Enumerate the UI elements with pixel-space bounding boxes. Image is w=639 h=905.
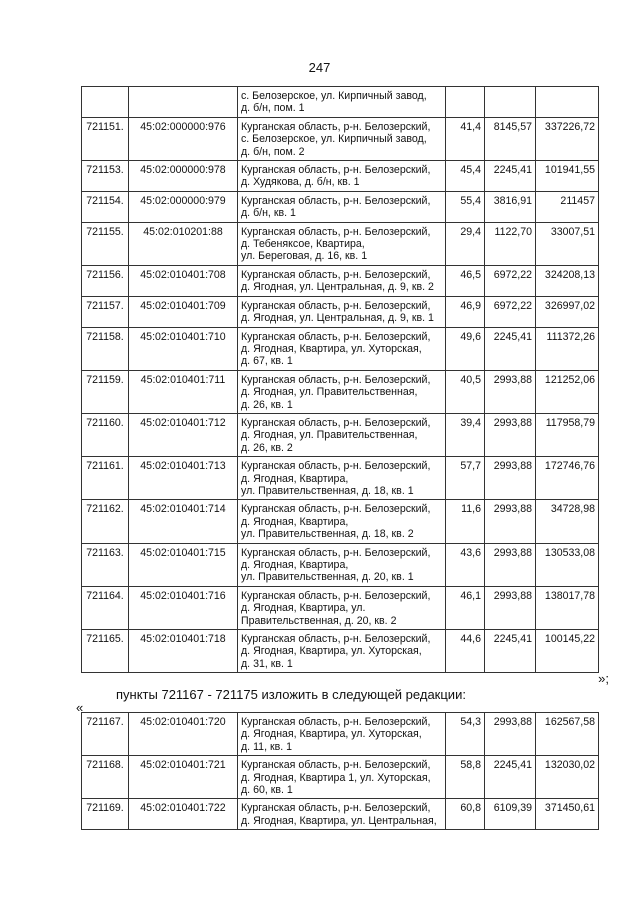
address-line: ул. Правительственная, д. 20, кв. 1 [241, 571, 414, 584]
cell-cadastral-number: 45:02:000000:978 [129, 161, 238, 192]
cell-unit-price: 2245,41 [485, 327, 536, 370]
cell-item-number: 721162. [82, 500, 129, 543]
address-line: Курганская область, р-н. Белозерский, [241, 503, 431, 516]
cell-cadastral-number: 45:02:010401:715 [129, 543, 238, 586]
cell-item-number: 721153. [82, 161, 129, 192]
address-line: Курганская область, р-н. Белозерский, [241, 759, 431, 772]
cell-address [238, 117, 446, 160]
property-table-top [81, 86, 599, 673]
cell-unit-price: 6972,22 [485, 265, 536, 296]
cell-area: 58,8 [446, 756, 485, 799]
cell-address [238, 296, 446, 327]
cell-address [238, 222, 446, 265]
address-line: Курганская область, р-н. Белозерский, [241, 373, 431, 386]
address-line: Курганская область, р-н. Белозерский, [241, 194, 431, 207]
cell-item-number: 721163. [82, 543, 129, 586]
address-line: д. б/н, пом. 1 [241, 102, 305, 115]
address-line: д. 31, кв. 1 [241, 657, 293, 670]
address-line: ул. Береговая, д. 16, кв. 1 [241, 250, 368, 263]
address-line: с. Белозерское, ул. Кирпичный завод, [241, 90, 427, 102]
cell-unit-price: 1122,70 [485, 222, 536, 265]
cell-unit-price: 2993,88 [485, 500, 536, 543]
cell-cadastral-number [129, 87, 238, 118]
table-row [82, 799, 599, 830]
address-line: Курганская область, р-н. Белозерский, [241, 460, 431, 473]
cell-unit-price: 2245,41 [485, 756, 536, 799]
cell-cadastral-number: 45:02:010401:711 [129, 370, 238, 413]
address-line: Курганская область, р-н. Белозерский, [241, 802, 431, 815]
address-line: д. 11, кв. 1 [241, 740, 292, 753]
address-line: д. Ягодная, Квартира, ул. Хуторская, [241, 728, 422, 741]
cell-unit-price: 2993,88 [485, 543, 536, 586]
cell-item-number: 721156. [82, 265, 129, 296]
cell-address [238, 799, 446, 830]
cell-area: 46,9 [446, 296, 485, 327]
cell-area [446, 87, 485, 118]
table-row [82, 265, 599, 296]
cell-unit-price: 2245,41 [485, 161, 536, 192]
cell-total-value: 121252,06 [536, 370, 599, 413]
address-line: д. Ягодная, Квартира, ул. [241, 602, 366, 615]
cell-cadastral-number: 45:02:010401:713 [129, 457, 238, 500]
cell-area: 49,6 [446, 327, 485, 370]
cell-unit-price [485, 87, 536, 118]
cell-area: 45,4 [446, 161, 485, 192]
cell-address [238, 543, 446, 586]
cell-cadastral-number: 45:02:000000:979 [129, 191, 238, 222]
cell-item-number: 721158. [82, 327, 129, 370]
address-line: д. Ягодная, Квартира 1, ул. Хуторская, [241, 771, 431, 784]
address-line: Курганская область, р-н. Белозерский, [241, 416, 431, 429]
table-row [82, 543, 599, 586]
address-line: д. б/н, кв. 1 [241, 207, 296, 220]
cell-unit-price: 3816,91 [485, 191, 536, 222]
cell-total-value [536, 87, 599, 118]
cell-total-value: 371450,61 [536, 799, 599, 830]
cell-unit-price: 2993,88 [485, 457, 536, 500]
cell-total-value: 326997,02 [536, 296, 599, 327]
address-line: Курганская область, р-н. Белозерский, [241, 546, 431, 559]
cell-unit-price: 2245,41 [485, 630, 536, 673]
cell-item-number: 721169. [82, 799, 129, 830]
address-line: Курганская область, р-н. Белозерский, [241, 120, 431, 133]
cell-cadastral-number: 45:02:010401:718 [129, 630, 238, 673]
cell-cadastral-number: 45:02:010401:714 [129, 500, 238, 543]
cell-cadastral-number: 45:02:010401:709 [129, 296, 238, 327]
table-body [82, 87, 599, 673]
cell-item-number: 721157. [82, 296, 129, 327]
opening-quote: « [76, 700, 84, 715]
cell-cadastral-number: 45:02:010401:712 [129, 413, 238, 456]
cell-address [238, 327, 446, 370]
address-line: д. Тебеняксое, Квартира, [241, 238, 365, 251]
address-line: Курганская область, р-н. Белозерский, [241, 268, 431, 281]
address-line: д. 26, кв. 1 [241, 398, 293, 411]
cell-unit-price: 2993,88 [485, 586, 536, 629]
cell-area: 43,6 [446, 543, 485, 586]
cell-cadastral-number: 45:02:010401:722 [129, 799, 238, 830]
table-row [82, 161, 599, 192]
table-row [82, 457, 599, 500]
closing-quote: »; [598, 671, 609, 686]
cell-item-number: 721154. [82, 191, 129, 222]
cell-total-value: 101941,55 [536, 161, 599, 192]
cell-address [238, 630, 446, 673]
cell-total-value: 172746,76 [536, 457, 599, 500]
cell-total-value: 162567,58 [536, 713, 599, 756]
address-line: д. Ягодная, ул. Правительственная, [241, 429, 418, 442]
cell-address [238, 265, 446, 296]
address-line: д. 60, кв. 1 [241, 784, 293, 797]
cell-area: 11,6 [446, 500, 485, 543]
address-line: д. Ягодная, Квартира, [241, 515, 349, 528]
table-row [82, 327, 599, 370]
cell-unit-price: 6972,22 [485, 296, 536, 327]
address-line: Курганская область, р-н. Белозерский, [241, 225, 431, 238]
cell-area: 44,6 [446, 630, 485, 673]
address-line: Курганская область, р-н. Белозерский, [241, 164, 431, 177]
cell-area: 40,5 [446, 370, 485, 413]
address-line: д. Ягодная, Квартира, [241, 559, 349, 571]
cell-total-value: 337226,72 [536, 117, 599, 160]
cell-area: 54,3 [446, 713, 485, 756]
cell-item-number [82, 87, 129, 118]
cell-area: 46,5 [446, 265, 485, 296]
cell-address [238, 500, 446, 543]
address-line: Курганская область, р-н. Белозерский, [241, 716, 431, 728]
address-line: д. Ягодная, ул. Центральная, д. 9, кв. 2 [241, 281, 434, 294]
address-line: ул. Правительственная, д. 18, кв. 1 [241, 484, 414, 497]
cell-address [238, 161, 446, 192]
address-line: Курганская область, р-н. Белозерский, [241, 589, 431, 602]
cell-area: 60,8 [446, 799, 485, 830]
cell-address [238, 713, 446, 756]
table-body [82, 713, 599, 830]
cell-item-number: 721161. [82, 457, 129, 500]
table-row [82, 87, 599, 118]
address-line: Курганская область, р-н. Белозерский, [241, 299, 431, 312]
table-row [82, 222, 599, 265]
cell-total-value: 211457 [536, 191, 599, 222]
address-line: д. б/н, пом. 2 [241, 145, 305, 158]
cell-area: 41,4 [446, 117, 485, 160]
cell-total-value: 100145,22 [536, 630, 599, 673]
address-line: д. Ягодная, ул. Центральная, д. 9, кв. 1 [241, 312, 434, 325]
table-row [82, 500, 599, 543]
cell-cadastral-number: 45:02:010401:721 [129, 756, 238, 799]
cell-cadastral-number: 45:02:010401:720 [129, 713, 238, 756]
cell-address [238, 370, 446, 413]
cell-total-value: 117958,79 [536, 413, 599, 456]
address-line: д. Ягодная, Квартира, [241, 472, 349, 485]
cell-item-number: 721164. [82, 586, 129, 629]
address-line: Правительственная, д. 20, кв. 2 [241, 614, 397, 627]
table-row [82, 756, 599, 799]
cell-address [238, 191, 446, 222]
cell-item-number: 721155. [82, 222, 129, 265]
cell-address [238, 413, 446, 456]
address-line: д. Худякова, д. б/н, кв. 1 [241, 176, 360, 189]
address-line: д. Ягодная, Квартира, ул. Хуторская, [241, 645, 422, 658]
cell-address [238, 457, 446, 500]
cell-area: 46,1 [446, 586, 485, 629]
cell-cadastral-number: 45:02:000000:976 [129, 117, 238, 160]
table-row [82, 586, 599, 629]
instruction-text: пункты 721167 - 721175 изложить в следующей редакции: [116, 687, 466, 702]
cell-item-number: 721168. [82, 756, 129, 799]
cell-total-value: 324208,13 [536, 265, 599, 296]
cell-total-value: 33007,51 [536, 222, 599, 265]
cell-cadastral-number: 45:02:010401:708 [129, 265, 238, 296]
table-row [82, 370, 599, 413]
cell-item-number: 721151. [82, 117, 129, 160]
cell-unit-price: 6109,39 [485, 799, 536, 830]
cell-unit-price: 2993,88 [485, 413, 536, 456]
cell-area: 57,7 [446, 457, 485, 500]
table-row [82, 713, 599, 756]
cell-total-value: 130533,08 [536, 543, 599, 586]
address-line: д. Ягодная, Квартира, ул. Хуторская, [241, 342, 422, 355]
property-table-bottom [81, 712, 599, 830]
cell-total-value: 111372,26 [536, 327, 599, 370]
cell-unit-price: 2993,88 [485, 713, 536, 756]
cell-address [238, 586, 446, 629]
address-line: с. Белозерское, ул. Кирпичный завод, [241, 133, 427, 146]
address-line: д. 26, кв. 2 [241, 441, 293, 454]
address-line: д. Ягодная, Квартира, ул. Центральная, [241, 814, 437, 827]
cell-unit-price: 2993,88 [485, 370, 536, 413]
address-line: Курганская область, р-н. Белозерский, [241, 633, 431, 646]
address-line: д. Ягодная, ул. Правительственная, [241, 386, 418, 399]
table-row [82, 413, 599, 456]
address-line: ул. Правительственная, д. 18, кв. 2 [241, 528, 414, 541]
cell-address [238, 756, 446, 799]
cell-address [238, 87, 446, 118]
cell-total-value: 132030,02 [536, 756, 599, 799]
cell-area: 29,4 [446, 222, 485, 265]
cell-item-number: 721165. [82, 630, 129, 673]
cell-cadastral-number: 45:02:010201:88 [129, 222, 238, 265]
table-row [82, 630, 599, 673]
cell-unit-price: 8145,57 [485, 117, 536, 160]
address-line: д. 67, кв. 1 [241, 355, 293, 368]
cell-cadastral-number: 45:02:010401:716 [129, 586, 238, 629]
cell-item-number: 721167. [82, 713, 129, 756]
table-row [82, 296, 599, 327]
cell-cadastral-number: 45:02:010401:710 [129, 327, 238, 370]
cell-total-value: 34728,98 [536, 500, 599, 543]
cell-area: 55,4 [446, 191, 485, 222]
cell-item-number: 721160. [82, 413, 129, 456]
cell-total-value: 138017,78 [536, 586, 599, 629]
cell-area: 39,4 [446, 413, 485, 456]
table-row [82, 191, 599, 222]
table-row [82, 117, 599, 160]
cell-item-number: 721159. [82, 370, 129, 413]
address-line: Курганская область, р-н. Белозерский, [241, 330, 431, 343]
page-number: 247 [308, 60, 331, 75]
